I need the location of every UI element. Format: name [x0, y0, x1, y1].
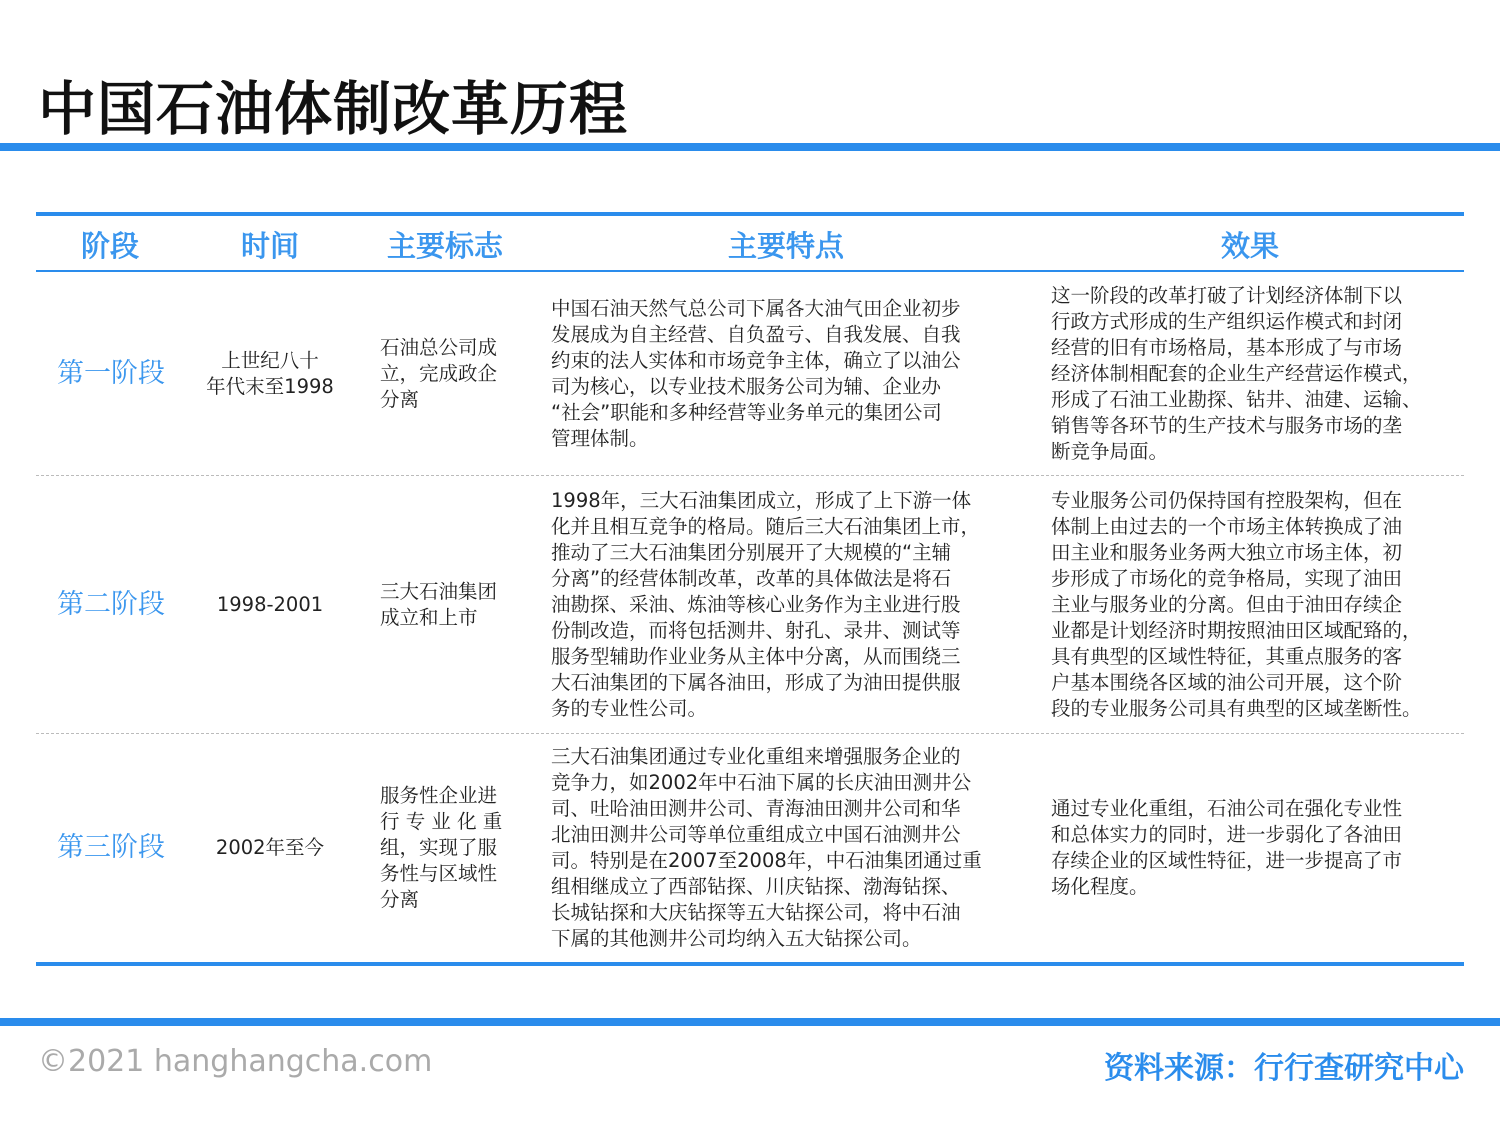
page-title: 中国石油体制改革历程: [38, 75, 629, 143]
mark-cell: 三大石油集团 成立和上市: [380, 579, 498, 629]
source-note: 资料来源：行行查研究中心: [1104, 1051, 1464, 1086]
stage-cell: 第三阶段: [57, 832, 165, 863]
copyright: ©2021 hanghangcha.com: [38, 1044, 433, 1079]
header-effect: 效果: [1220, 229, 1280, 263]
header-feature: 主要特点: [727, 229, 845, 263]
stage-cell: 第二阶段: [57, 588, 165, 620]
effect-cell: 专业服务公司仍保持国有控股架构，但在 体制上由过去的一个市场主体转换成了油 田主业和服务业务两大独立市场主体，初 步形成了市场化的竞争格局，实现了油田 主业与服务业的分离。但由于油田存续企 业都是计划经济时期按照油田区域配臵的， 具有典型的区域性特征，其重点服务的客 户基本围绕各区域的油公司开展，这个阶 段的专业服务公司具有典型的区域垄断性。: [1051, 488, 1422, 720]
effect-cell: 这一阶段的改革打破了计划经济体制下以 行政方式形成的生产组织运作模式和封闭 经营的旧有市场格局，基本形成了与市场 经济体制相配套的企业生产经营运作模式， 形成了石油工业勘探、钻井、油建、运输、 销售等各环节的生产技术与服务市场的垄 断竞争局面。: [1051, 283, 1422, 463]
table-header: [36, 216, 1464, 272]
header-stage: 阶段: [80, 229, 140, 263]
time-cell: 上世纪八十 年代末至1998: [206, 348, 334, 398]
bottom-divider: [0, 1018, 1500, 1026]
feature-cell: 三大石油集团通过专业化重组来增强服务企业的 竞争力，如2002年中石油下属的长庆油田测井公 司、吐哈油田测井公司、青海油田测井公司和华 北油田测井公司等单位重组成立中国石油测井公 司。特别是在2007至2008年，中石油集团通过重 组相继成立了西部钻探、川庆钻探、渤海钻探、 长城钻探和大庆钻探等五大钻探公司，将中石油 下属的其他测井公司均纳入五大钻探公司。: [551, 745, 982, 950]
feature-cell: 中国石油天然气总公司下属各大油气田企业初步 发展成为自主经营、自负盈亏、自我发展、自我 约束的法人实体和市场竞争主体，确立了以油公 司为核心，以专业技术服务公司为辅、企业办 “社会”职能和多种经营等业务单元的集团公司 管理体制。: [551, 296, 961, 450]
header-mark: 主要标志: [386, 229, 504, 263]
table-row: [36, 476, 1464, 734]
header-time: 时间: [240, 229, 300, 263]
table-row: [36, 734, 1464, 962]
reform-table: [36, 212, 1464, 966]
stage-cell: 第一阶段: [57, 357, 165, 389]
feature-cell: 1998年，三大石油集团成立，形成了上下游一体 化并且相互竞争的格局。随后三大石油集团上市， 推动了三大石油集团分别展开了大规模的“主辅 分离”的经营体制改革，改革的具体做法是将石 油勘探、采油、炼油等核心业务作为主业进行股 份制改造，而将包括测井、射孔、录井、测试等 服务型辅助作业业务从主体中分离，从而围绕三 大石油集团的下属各油田，形成了为油田提供服 务的专业性公司。: [551, 488, 981, 720]
effect-cell: 通过专业化重组，石油公司在强化专业性 和总体实力的同时，进一步弱化了各油田 存续企业的区域性特征，进一步提高了市 场化程度。: [1051, 797, 1403, 898]
top-divider: [0, 143, 1500, 151]
time-cell: 1998-2001: [216, 592, 324, 616]
mark-cell: 石油总公司成 立，完成政企 分离: [380, 335, 498, 411]
time-cell: 2002年至今: [215, 836, 325, 859]
mark-cell: 服务性企业进 行 专 业 化 重 组，实现了服 务性与区域性 分离: [380, 784, 503, 911]
table-row: [36, 272, 1464, 476]
